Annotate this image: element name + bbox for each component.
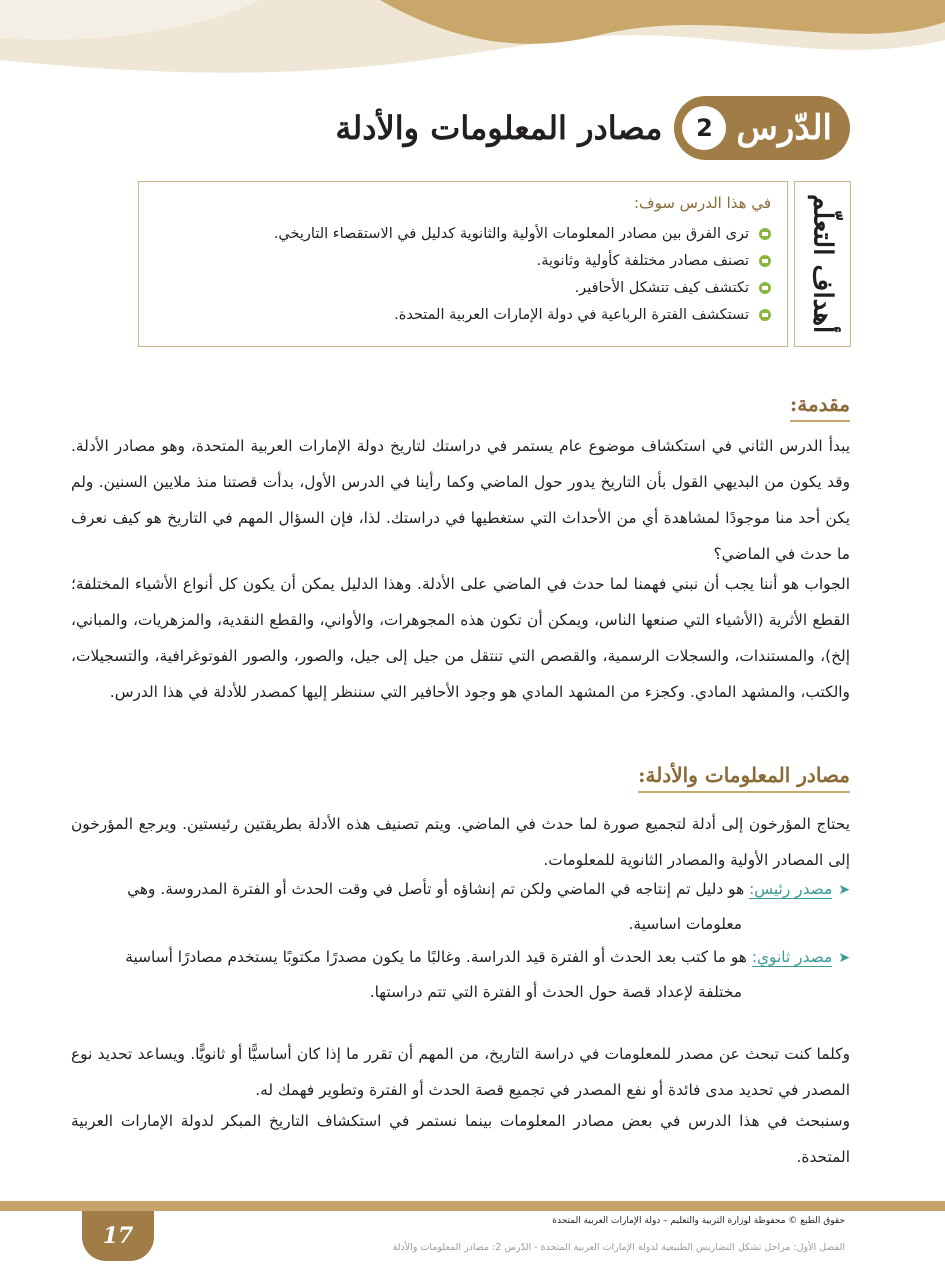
- secondary-source-item: [71, 940, 850, 1009]
- objectives-box: [138, 181, 788, 347]
- list-item: [149, 247, 771, 274]
- arrow-icon: ➤: [838, 882, 850, 898]
- secondary-source-desc-cont: مختلفة لإعداد قصة حول الحدث أو الفترة التي تتم دراستها.: [369, 983, 742, 1001]
- bullet-icon: [759, 309, 771, 321]
- bullet-icon: [759, 255, 771, 267]
- intro-heading: مقدمة:: [790, 392, 850, 422]
- lesson-word: الدّرس: [736, 108, 832, 148]
- page-title: مصادر المعلومات والأدلة: [335, 109, 663, 147]
- objective-text: تكتشف كيف تتشكل الأحافير.: [574, 279, 749, 296]
- bullet-icon: [759, 282, 771, 294]
- lesson-header: [335, 96, 850, 160]
- objectives-label: أهداف التعلّم: [807, 194, 838, 334]
- intro-paragraph-1: يبدأ الدرس الثاني في استكشاف موضوع عام يستمر في دراستك لتاريخ دولة الإمارات العربية المتحدة، وهو مصادر الأدلة. وقد يكون من البديهي القول بأن التاريخ يدور حول الماضي وكما رأينا في الدرس الأول، بدأت قصتنا منذ ملايين السنين. ولم يكن أحد منا موجودًا لمشاهدة أي من الأحداث التي ستغطيها في دراستك. لذا، فإن السؤال المهم في التاريخ هو كيف نعرف ما حدث في الماضي؟: [71, 437, 850, 563]
- chapter-path: الفصل الأول: مراحل تشكل التضاريس الطبيعية لدولة الإمارات العربية المتحدة - الدّرس 2: مصادر المعلومات والأدلة: [392, 1242, 845, 1253]
- arrow-icon: ➤: [838, 950, 850, 966]
- header-wave-decoration: [0, 0, 945, 110]
- page-number: 17: [102, 1223, 134, 1249]
- primary-source-desc: هو دليل تم إنتاجه في الماضي ولكن تم إنشاؤه أو تأصل في وقت الحدث أو الفترة المدروسة. وهي: [127, 880, 745, 898]
- objective-text: تستكشف الفترة الرباعية في دولة الإمارات العربية المتحدة.: [394, 306, 749, 323]
- lesson-number: 2: [682, 106, 726, 150]
- list-item: [149, 274, 771, 301]
- page-number-tab: [82, 1211, 154, 1261]
- sources-paragraph-2: وكلما كنت تبحث عن مصدر للمعلومات في دراسة التاريخ، من المهم أن تقرر ما إذا كان أساسيًّا أو ثانويًّا. ويساعد تحديد نوع المصدر في تحديد مدى فائدة أو نفع المصدر في تجميع قصة الحدث أو الفترة وتطوير فهمك له.: [71, 1045, 850, 1099]
- footer-bar: [0, 1201, 945, 1211]
- sources-paragraph-3: وسنبحث في هذا الدرس في بعض مصادر المعلومات بينما نستمر في استكشاف التاريخ المبكر لدولة الإمارات العربية المتحدة.: [71, 1112, 850, 1166]
- objective-text: تصنف مصادر مختلفة كأولية وثانوية.: [536, 252, 749, 269]
- list-item: [149, 220, 771, 247]
- objectives-label-box: [794, 181, 851, 347]
- sources-heading: مصادر المعلومات والأدلة:: [638, 763, 850, 793]
- intro-paragraph-2: الجواب هو أننا يجب أن نبني فهمنا لما حدث في الماضي على الأدلة. وهذا الدليل يمكن أن يكون كل أنواع الأشياء المختلفة؛ القطع الأثرية (الأشياء التي صنعها الناس، ويمكن أن تكون هذه المجوهرات، والأواني، والقطع النقدية، والمزهريات، والمباني، إلخ)، والمستندات، والسجلات الرسمية، والقصص التي تنتقل من جيل إلى جيل، والصور، والصور الفوتوغرافية، والتسجيلات، والكتب، والمشهد المادي. وكجزء من المشهد المادي هو وجود الأحافير التي سننظر إليها كمصدر للأدلة في هذا الدرس.: [71, 575, 850, 701]
- sources-paragraph-1: يحتاج المؤرخون إلى أدلة لتجميع صورة لما حدث في الماضي. ويتم تصنيف هذه الأدلة بطريقتين رئيستين. ويرجع المؤرخون إلى المصادر الأولية والمصادر الثانوية للمعلومات.: [71, 815, 850, 869]
- secondary-source-term: مصدر ثانوي:: [751, 948, 833, 966]
- copyright-text: حقوق الطبع © محفوظة لوزارة التربية والتعليم – دولة الإمارات العربية المتحدة: [552, 1216, 845, 1226]
- objective-text: ترى الفرق بين مصادر المعلومات الأولية والثانوية كدليل في الاستقصاء التاريخي.: [273, 225, 749, 242]
- primary-source-item: [71, 872, 850, 941]
- list-item: [149, 301, 771, 328]
- primary-source-desc-cont: معلومات اساسية.: [628, 915, 742, 933]
- bullet-icon: [759, 228, 771, 240]
- primary-source-term: مصدر رئيس:: [749, 880, 833, 898]
- objectives-list: [149, 220, 771, 328]
- lesson-badge: [674, 96, 850, 160]
- secondary-source-desc: هو ما كتب بعد الحدث أو الفترة قيد الدراسة. وغالبًا ما يكون مصدرًا مكتوبًا يستخدم مصادرًا أساسية: [125, 948, 747, 966]
- objectives-intro: في هذا الدرس سوف:: [633, 194, 771, 212]
